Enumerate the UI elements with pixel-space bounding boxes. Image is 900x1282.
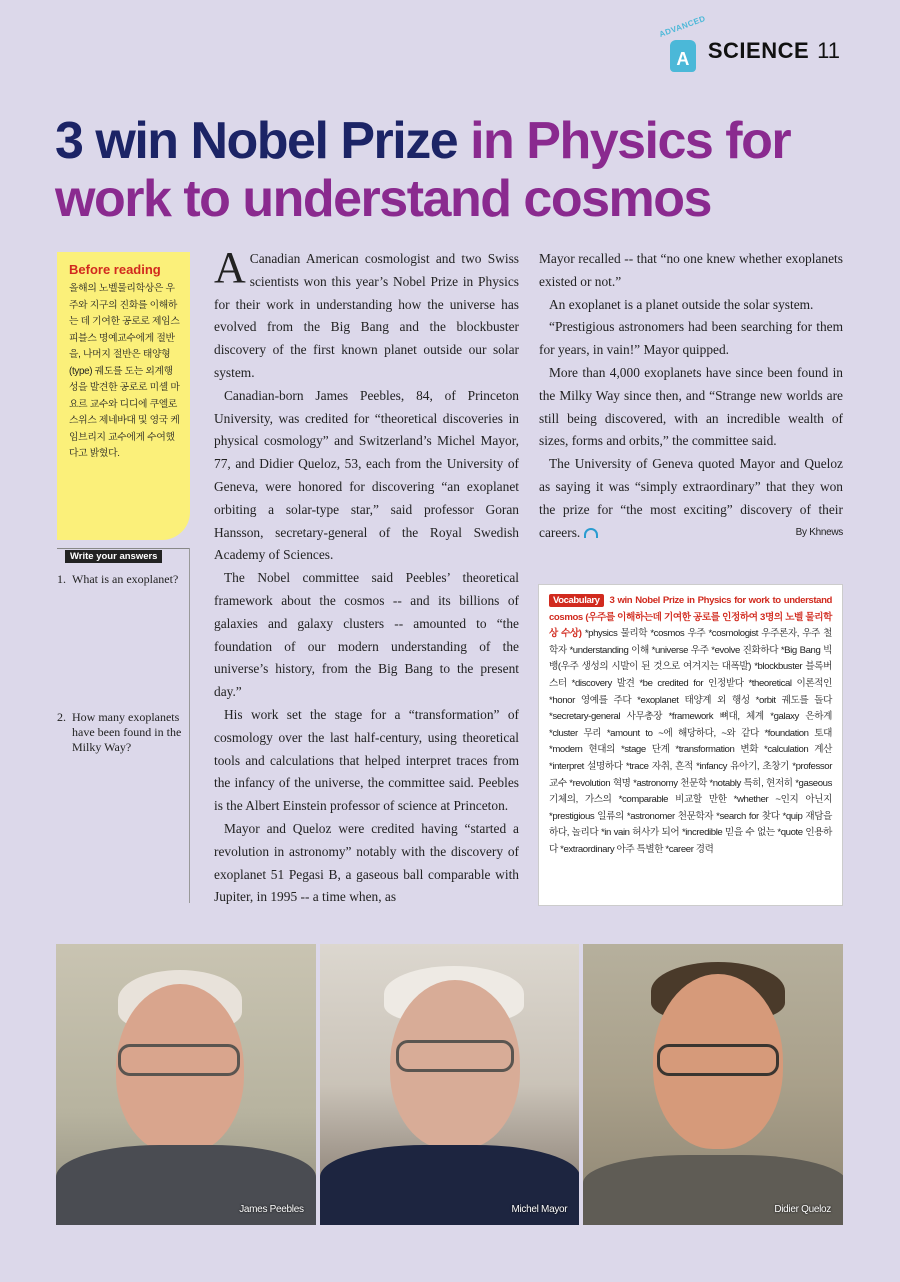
question-number: 2. (57, 710, 66, 724)
question-text: What is an exoplanet? (72, 572, 179, 586)
vocabulary-title: 3 win Nobel Prize in Physics for work to understand cosmos (우주를 이해하는데 기여한 공로를 인정하여 3명의 노벨 물리학상 수상) (549, 595, 832, 640)
article-column-2 (539, 248, 843, 545)
badge-letter: A (670, 40, 696, 72)
photo-glasses (118, 1044, 240, 1076)
before-reading-box (57, 252, 190, 540)
byline: By Khnews (795, 527, 843, 539)
section-name: SCIENCE (707, 38, 810, 63)
photo-glasses (396, 1040, 514, 1072)
vocabulary-label: Vocabulary (549, 594, 604, 607)
photo-james-peebles (56, 944, 316, 1225)
question-1 (57, 572, 182, 587)
article-paragraph: Canadian-born James Peebles, 84, of Princeton University, was credited for “theoretical discoveries in physical cosmology” and Switzerland’s Michel Mayor, 77, and Didier Queloz, 53, each from the University of Geneva, were honored for discovering “an exoplanet orbiting a solar-type star,” said professor Goran Hansson, secretary-general of the Royal Swedish Academy of Sciences. (214, 387, 519, 563)
advanced-badge-icon (657, 13, 707, 72)
vocabulary-box (538, 584, 843, 906)
paragraph-text: Canadian American cosmologist and two Swiss scientists won this year’s Nobel Prize in Physics for their work in understanding how the universe has evolved from the Big Bang and the blockbuster discovery of the first known planet outside our solar system. (214, 251, 519, 380)
photo-glasses (657, 1044, 779, 1076)
article-paragraph: Mayor and Queloz were credited having “started a revolution in astronomy” notably with the discovery of exoplanet 51 Pegasi B, a gaseous ball comparable with Jupiter, in 1995 -- a time when, as (214, 820, 519, 905)
question-text: How many exoplanets have been found in the Milky Way? (72, 710, 182, 754)
photo-strip (56, 944, 843, 1225)
photo-didier-queloz (583, 944, 843, 1225)
dropcap: A (214, 243, 246, 292)
article-paragraph: “Prestigious astronomers had been searching for them for years, in vain!” Mayor quipped. (539, 319, 843, 358)
headline (55, 112, 855, 228)
photo-caption: Michel Mayor (511, 1204, 568, 1215)
paragraph-text: The University of Geneva quoted Mayor and Queloz as saying it was “simply extraordinary” that they won the prize for “the most exciting” discovery of their careers. (539, 456, 843, 540)
vocabulary-body: *physics 물리학 *cosmos 우주 *cosmologist 우주론자, 우주 철학자 *understanding 이해 *universe 우주 *evolve 진화하다 *Big Bang 빅뱅(우주 생성의 시발이 된 것으로 여겨지는 대폭발) *blockbuster 블록버스터 *discovery 발견 *be credited for 인정받다 *theoretical 이론적인 *honor 영예를 주다 *exoplanet 태양계 외 행성 *orbit 궤도를 돌다 *secretary-general 사무총장 *framework 뼈대, 체계 *galaxy 은하계 *cluster 무리 *amount to ~에 해당하다, ~와 같다 *foundation 토대 *modern 현대의 *stage 단계 *transformation 변화 *calculation 계산 *interpret 설명하다 *trace 자취, 흔적 *infancy 유아기, 초창기 *professor 교수 *revolution 혁명 *astronomy 천문학 *notably 특히, 현저히 *gaseous 기체의, 가스의 *comparable 비교할 만한 *whether ~인지 아닌지 *prestigious 일류의 *astronomer 천문학자 *search for 찾다 *quip 재담을 하다, 놀리다 *in vain 허사가 되어 *incredible 믿을 수 없는 *quote 인용하다 *extraordinary 아주 특별한 *career 경력 (549, 628, 832, 855)
question-number: 1. (57, 572, 66, 586)
write-answers-header (57, 548, 190, 562)
article-column-1 (214, 243, 519, 909)
article-paragraph: An exoplanet is a planet outside the solar system. (549, 296, 814, 312)
headphone-icon[interactable] (584, 528, 598, 538)
photo-caption: James Peebles (239, 1204, 304, 1215)
before-reading-title: Before reading (69, 262, 161, 277)
headline-part1: 3 win Nobel Prize (55, 112, 458, 170)
column-divider (189, 548, 190, 903)
question-2 (57, 710, 182, 755)
article-paragraph: His work set the stage for a “transformation” of cosmology over the last half-century, using theoretical tools and calculations that helped interpret traces from the infancy of the universe, the committee said. Peebles is the Albert Einstein professor of science at Princeton. (214, 706, 519, 814)
photo-michel-mayor (320, 944, 580, 1225)
write-answers-label: Write your answers (65, 550, 162, 563)
page-header (657, 13, 840, 72)
page-number: 11 (817, 38, 840, 63)
article-paragraph: Mayor recalled -- that “no one knew whether exoplanets existed or not.” (539, 251, 843, 289)
before-reading-text: 올해의 노벨물리학상은 우주와 지구의 진화를 이해하는 데 기여한 공로로 제임스 피블스 명예교수에게 절반을, 나머지 절반은 태양형(type) 궤도를 도는 외계행성을 발견한 공로로 미셸 마요르 교수와 디디에 쿠엘로 스위스 제네바대 및 영국 케임브리지 교수에게 수여했다고 밝혔다. (69, 283, 180, 459)
article-paragraph: More than 4,000 exoplanets have since been found in the Milky Way since then, and “Strange new worlds are still being discovered, with an incredible wealth of sizes, forms and orbits,” the committee said. (539, 364, 843, 449)
badge-arc-text: ADVANCED (657, 13, 707, 40)
photo-caption: Didier Queloz (774, 1204, 832, 1215)
headline-part2: in Physics for work to understand cosmos (55, 112, 791, 228)
article-paragraph (214, 243, 519, 385)
article-paragraph: The Nobel committee said Peebles’ theoretical framework about the cosmos -- and its billions of galaxies and galaxy clusters -- amounted to “the foundation of our modern understanding of the universe’s history, from the Big Bang to the present day.” (214, 570, 519, 700)
